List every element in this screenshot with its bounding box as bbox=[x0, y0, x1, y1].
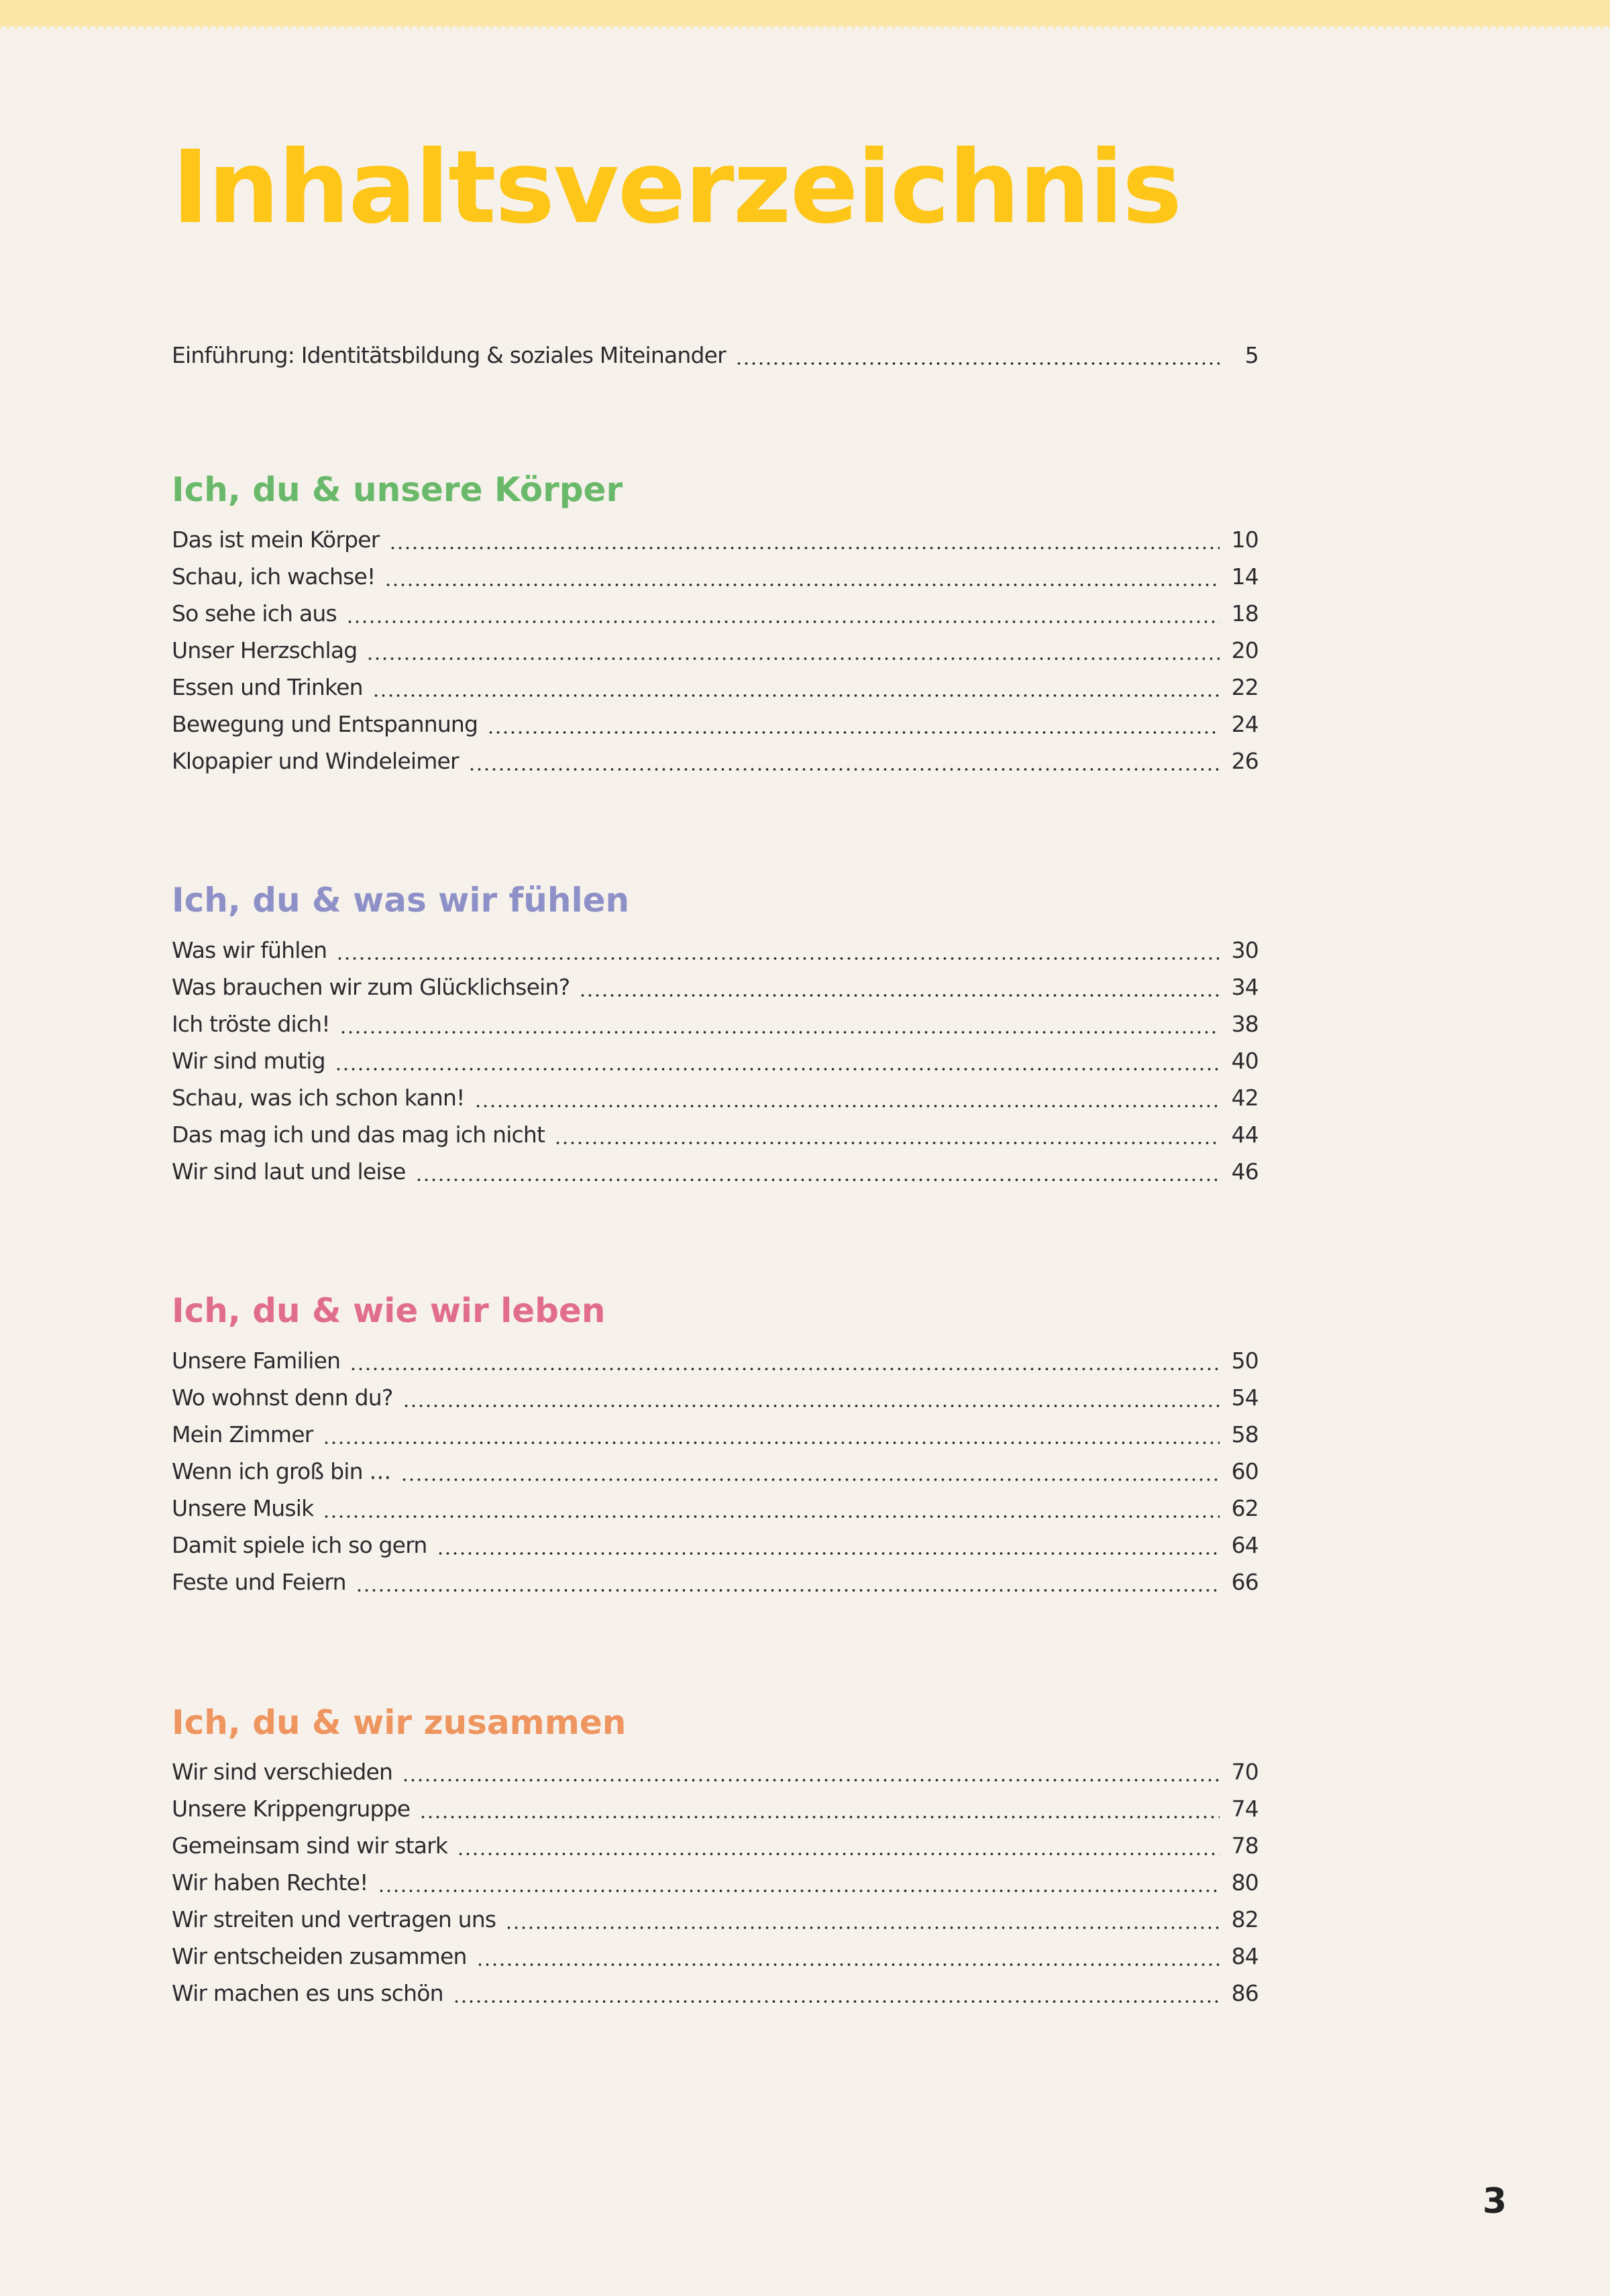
dot-leader bbox=[384, 583, 1220, 587]
toc-entry-title: Wir streiten und vertragen uns bbox=[172, 1906, 496, 1932]
dot-leader bbox=[487, 730, 1220, 734]
section-heading-koerper: Ich, du & unsere Körper bbox=[172, 470, 623, 509]
toc-entry-page: 62 bbox=[1231, 1495, 1258, 1521]
toc-entry bbox=[172, 1829, 1258, 1863]
toc-entry bbox=[172, 1081, 1258, 1115]
toc-entry-title: Was brauchen wir zum Glücklichsein? bbox=[172, 974, 570, 1000]
toc-entry bbox=[172, 708, 1258, 741]
toc-entry bbox=[172, 1566, 1258, 1599]
dot-leader bbox=[402, 1404, 1220, 1408]
toc-entry bbox=[172, 1792, 1258, 1826]
dot-leader bbox=[356, 1588, 1220, 1592]
dot-leader bbox=[372, 694, 1220, 698]
top-decorative-band bbox=[0, 0, 1610, 30]
toc-entry bbox=[172, 671, 1258, 704]
toc-entry-title: Schau, ich wachse! bbox=[172, 563, 376, 590]
toc-entry-title: Unser Herzschlag bbox=[172, 637, 358, 663]
toc-entry-page: 66 bbox=[1231, 1569, 1258, 1595]
toc-entry-page: 22 bbox=[1231, 674, 1258, 700]
toc-entry-intro bbox=[172, 339, 1258, 372]
dot-leader bbox=[339, 1030, 1220, 1034]
toc-entry-page: 20 bbox=[1231, 637, 1258, 663]
toc-entry-title: Wir machen es uns schön bbox=[172, 1980, 443, 2006]
toc-entry-title: Einführung: Identitätsbildung & soziales Miteinander bbox=[172, 342, 726, 368]
toc-entry-page: 26 bbox=[1231, 748, 1258, 774]
toc-entry-title: So sehe ich aus bbox=[172, 600, 337, 626]
dot-leader bbox=[735, 362, 1220, 366]
toc-entry-page: 74 bbox=[1231, 1796, 1258, 1822]
toc-entry-title: Gemeinsam sind wir stark bbox=[172, 1833, 448, 1859]
toc-entry bbox=[172, 1007, 1258, 1041]
toc-entry-page: 42 bbox=[1231, 1085, 1258, 1111]
toc-entry-page: 40 bbox=[1231, 1048, 1258, 1074]
toc-entry-title: Feste und Feiern bbox=[172, 1569, 346, 1595]
toc-entry bbox=[172, 1529, 1258, 1562]
toc-entry bbox=[172, 1118, 1258, 1152]
page-title: Inhaltsverzeichnis bbox=[172, 129, 1181, 246]
toc-entry-page: 50 bbox=[1231, 1348, 1258, 1374]
toc-entry bbox=[172, 934, 1258, 967]
toc-entry-page: 58 bbox=[1231, 1421, 1258, 1447]
dot-leader bbox=[350, 1367, 1220, 1371]
toc-entry-title: Wir sind verschieden bbox=[172, 1759, 393, 1785]
toc-entry bbox=[172, 597, 1258, 631]
section-heading-fuehlen: Ich, du & was wir fühlen bbox=[172, 881, 630, 920]
toc-entry-title: Essen und Trinken bbox=[172, 674, 363, 700]
dot-leader bbox=[554, 1141, 1220, 1145]
toc-entry-page: 24 bbox=[1231, 711, 1258, 737]
toc-entry bbox=[172, 1903, 1258, 1936]
toc-entry-page: 70 bbox=[1231, 1759, 1258, 1785]
dot-leader bbox=[474, 1104, 1220, 1108]
toc-entry-page: 10 bbox=[1231, 527, 1258, 553]
dot-leader bbox=[457, 1852, 1220, 1856]
toc-entry-title: Unsere Musik bbox=[172, 1495, 314, 1521]
toc-entry-title: Wo wohnst denn du? bbox=[172, 1384, 393, 1411]
toc-entry-page: 64 bbox=[1231, 1532, 1258, 1558]
toc-entry-title: Wir sind mutig bbox=[172, 1048, 325, 1074]
toc-entry-title: Unsere Krippengruppe bbox=[172, 1796, 411, 1822]
dot-leader bbox=[415, 1178, 1220, 1182]
toc-entry-page: 82 bbox=[1231, 1906, 1258, 1932]
toc-entry-title: Ich tröste dich! bbox=[172, 1011, 330, 1037]
toc-entry bbox=[172, 1455, 1258, 1488]
dot-leader bbox=[336, 956, 1220, 961]
toc-entry-title: Wenn ich groß bin … bbox=[172, 1458, 391, 1484]
toc-entry-page: 78 bbox=[1231, 1833, 1258, 1859]
toc-entry-title: Wir entscheiden zusammen bbox=[172, 1943, 467, 1969]
toc-entry-title: Damit spiele ich so gern bbox=[172, 1532, 427, 1558]
toc-entry-page: 54 bbox=[1231, 1384, 1258, 1411]
toc-entry bbox=[172, 560, 1258, 594]
toc-entry-page: 18 bbox=[1231, 600, 1258, 626]
dot-leader bbox=[453, 2000, 1220, 2004]
toc-entry-page: 44 bbox=[1231, 1122, 1258, 1148]
toc-entry-page: 80 bbox=[1231, 1869, 1258, 1896]
toc-entry bbox=[172, 1940, 1258, 1973]
toc-entry bbox=[172, 1866, 1258, 1900]
dot-leader bbox=[335, 1067, 1220, 1071]
toc-entry-page: 60 bbox=[1231, 1458, 1258, 1484]
section-heading-leben: Ich, du & wie wir leben bbox=[172, 1291, 606, 1330]
toc-entry-title: Mein Zimmer bbox=[172, 1421, 313, 1447]
toc-entry-title: Unsere Familien bbox=[172, 1348, 341, 1374]
toc-entry bbox=[172, 1155, 1258, 1189]
toc-entry-page: 30 bbox=[1231, 937, 1258, 963]
dot-leader bbox=[437, 1551, 1220, 1555]
toc-entry-title: Was wir fühlen bbox=[172, 937, 327, 963]
toc-entry-page: 46 bbox=[1231, 1158, 1258, 1185]
toc-entry-page: 14 bbox=[1231, 563, 1258, 590]
toc-entry-title: Schau, was ich schon kann! bbox=[172, 1085, 465, 1111]
scalloped-edge bbox=[0, 23, 1610, 30]
toc-entry bbox=[172, 971, 1258, 1004]
toc-entry-title: Bewegung und Entspannung bbox=[172, 711, 478, 737]
dot-leader bbox=[389, 546, 1220, 550]
toc-entry-page: 84 bbox=[1231, 1943, 1258, 1969]
toc-entry-page: 34 bbox=[1231, 974, 1258, 1000]
dot-leader bbox=[366, 657, 1220, 661]
dot-leader bbox=[346, 620, 1220, 624]
toc-entry bbox=[172, 1344, 1258, 1378]
dot-leader bbox=[419, 1815, 1220, 1819]
toc-entry-title: Wir sind laut und leise bbox=[172, 1158, 406, 1185]
toc-entry bbox=[172, 745, 1258, 778]
dot-leader bbox=[323, 1441, 1220, 1445]
dot-leader bbox=[323, 1515, 1220, 1519]
dot-leader bbox=[476, 1963, 1220, 1967]
toc-entry-title: Das ist mein Körper bbox=[172, 527, 380, 553]
dot-leader bbox=[505, 1926, 1220, 1930]
toc-entry bbox=[172, 1977, 1258, 2010]
dot-leader bbox=[579, 993, 1220, 997]
toc-entry bbox=[172, 1492, 1258, 1525]
toc-entry-title: Das mag ich und das mag ich nicht bbox=[172, 1122, 545, 1148]
toc-entry-page: 86 bbox=[1231, 1980, 1258, 2006]
toc-entry bbox=[172, 634, 1258, 667]
toc-entry-title: Wir haben Rechte! bbox=[172, 1869, 368, 1896]
section-heading-zusammen: Ich, du & wir zusammen bbox=[172, 1703, 627, 1742]
dot-leader bbox=[378, 1889, 1220, 1893]
toc-entry bbox=[172, 1381, 1258, 1415]
toc-entry-title: Klopapier und Windeleimer bbox=[172, 748, 459, 774]
page-number: 3 bbox=[1483, 2181, 1507, 2222]
dot-leader bbox=[468, 767, 1220, 771]
toc-entry bbox=[172, 1418, 1258, 1452]
toc-entry bbox=[172, 1044, 1258, 1078]
toc-entry bbox=[172, 523, 1258, 557]
toc-entry-page: 5 bbox=[1244, 342, 1258, 368]
toc-entry-page: 38 bbox=[1231, 1011, 1258, 1037]
dot-leader bbox=[402, 1778, 1220, 1782]
dot-leader bbox=[400, 1478, 1220, 1482]
toc-entry bbox=[172, 1755, 1258, 1789]
